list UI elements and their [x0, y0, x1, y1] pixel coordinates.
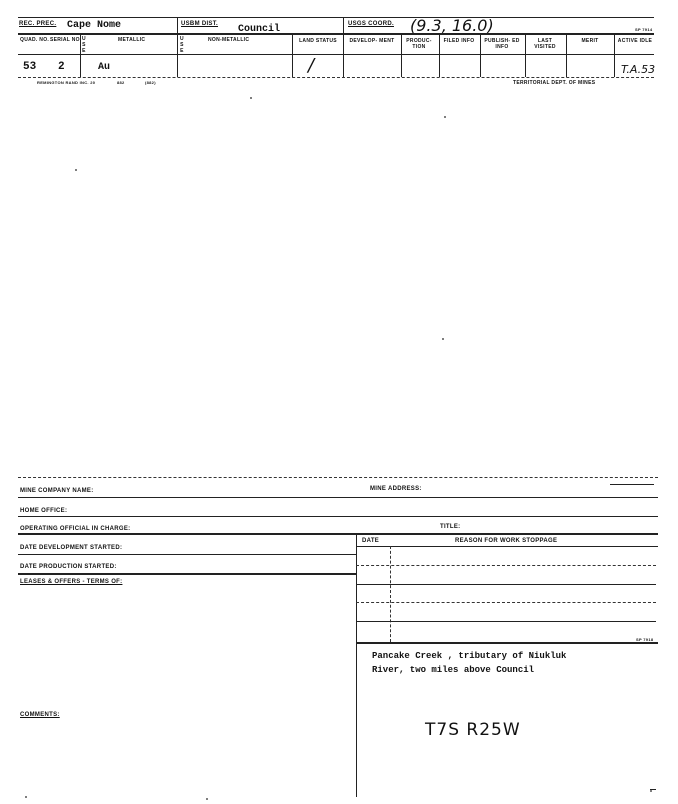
serial-no-header: SERIAL NO. — [50, 37, 82, 43]
active-idle-value: T.A.53 — [621, 63, 656, 76]
usbm-dist-value: Council — [238, 24, 281, 35]
speck — [250, 97, 252, 99]
use-nonmetallic-header: U S E — [180, 36, 184, 54]
production-header: PRODUC- TION — [406, 38, 432, 50]
speck — [650, 790, 652, 792]
top-border — [18, 17, 654, 18]
printer-code-2: (882) — [145, 80, 156, 85]
published-info-header: PUBLISH- ED INFO — [484, 38, 520, 50]
metallic-value: Au — [98, 62, 111, 73]
speck — [442, 338, 444, 340]
printer-code: 882 — [117, 80, 125, 85]
speck — [206, 798, 208, 800]
leases-offers-label: LEASES & OFFERS - TERMS OF: — [20, 579, 123, 585]
metallic-header: METALLIC — [118, 37, 146, 43]
location-line-2: River, two miles above Council — [372, 665, 535, 675]
serial-no-value: 2 — [58, 61, 65, 73]
form-number-bottom: SP 7918 — [636, 637, 654, 642]
speck — [444, 116, 446, 118]
active-idle-header: ACTIVE IDLE — [617, 38, 653, 44]
development-header: DEVELOP- MENT — [349, 38, 395, 44]
quad-no-header: QUAD. NO. — [20, 37, 50, 43]
date-production-started-label: DATE PRODUCTION STARTED: — [20, 564, 117, 570]
use-metallic-header: U S E — [82, 36, 86, 54]
printer-mark: REMINGTON RAND INC. 20 — [37, 80, 96, 85]
date-development-started-label: DATE DEVELOPMENT STARTED: — [20, 545, 123, 551]
location-line-1: Pancake Creek , tributary of Niukluk — [372, 651, 567, 661]
filed-info-header: FILED INFO — [443, 38, 475, 44]
speck — [75, 169, 77, 171]
usgs-coord-label: USGS COORD. — [348, 21, 394, 27]
mine-company-name-label: MINE COMPANY NAME: — [20, 488, 94, 494]
operating-official-label: OPERATING OFFICIAL IN CHARGE: — [20, 526, 131, 532]
mine-address-label: MINE ADDRESS: — [370, 486, 422, 492]
land-status-header: LAND STATUS — [299, 38, 337, 44]
form-number-top: SP 7914 — [635, 27, 653, 32]
usgs-coord-value: (9.3, 16.0) — [410, 16, 494, 35]
territorial-dept: TERRITORIAL DEPT. OF MINES — [513, 80, 596, 86]
title-label: TITLE: — [440, 524, 461, 530]
land-status-value: / — [308, 55, 315, 76]
speck — [25, 796, 27, 798]
home-office-label: HOME OFFICE: — [20, 508, 68, 514]
comments-label: COMMENTS: — [20, 712, 60, 718]
usbm-dist-label: USBM DIST. — [181, 21, 219, 27]
non-metallic-header: NON-METALLIC — [208, 37, 250, 43]
reason-for-work-stoppage-header: REASON FOR WORK STOPPAGE — [455, 538, 558, 544]
quad-no-value: 53 — [23, 61, 37, 73]
rec-prec-label: REC. PREC. — [19, 21, 57, 27]
township-range: T7S R25W — [425, 720, 521, 740]
date-column-header: DATE — [362, 538, 380, 544]
rec-prec-value: Cape Nome — [67, 20, 122, 31]
merit-header: MERIT — [581, 38, 599, 44]
last-visited-header: LAST VISITED — [534, 38, 556, 50]
